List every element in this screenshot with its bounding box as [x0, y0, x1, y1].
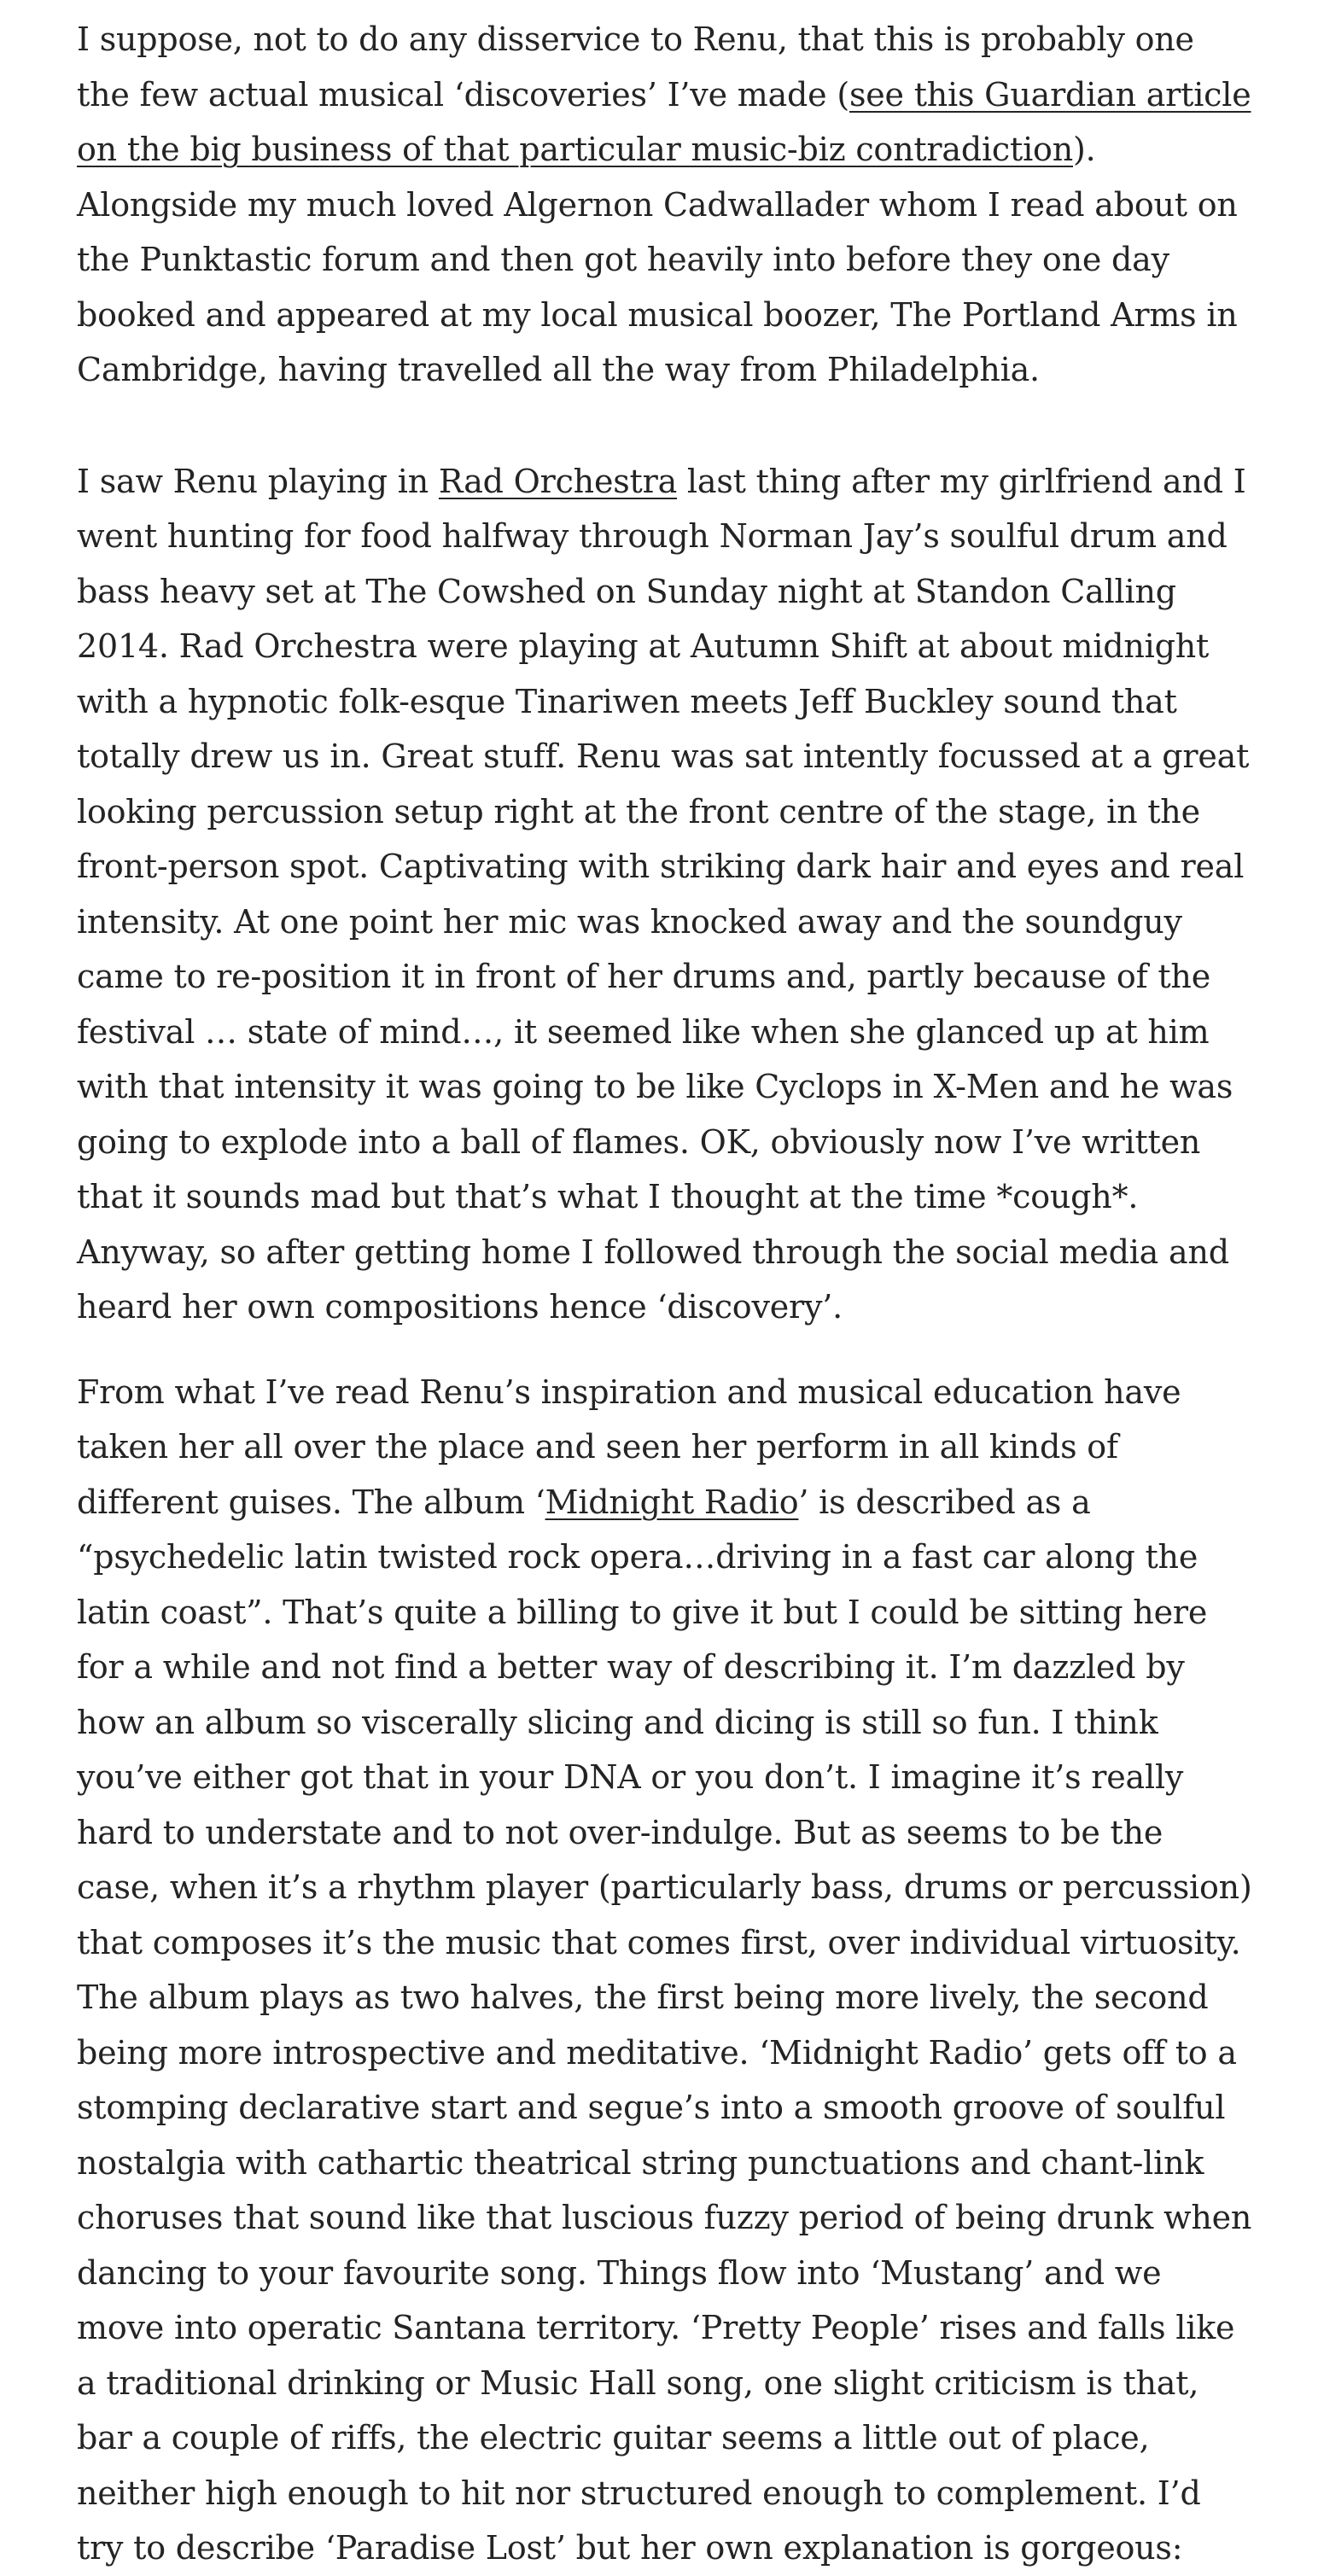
paragraph-text: ). Alongside my much loved Algernon Cadwallader whom I read about on the Punktastic forum and then got heavily into before they one day booked and appeared at my local musical boozer, The Portland Arms in Cambridge, having travelled all the way from Philadelphia. [77, 131, 1238, 388]
article-body [77, 12, 1255, 2576]
paragraph-text: From what I’ve read Renu’s inspiration and musical education have taken her all over the place and seen her perform in all kinds of different guises. The album ‘ [77, 1373, 1181, 1521]
guardian-article-link[interactable]: see this Guardian article on the big business of that particular music-biz contradiction [77, 75, 1251, 168]
rad-orchestra-link[interactable]: Rad Orchestra [438, 462, 678, 500]
paragraph-text: ’ is described as a “psychedelic latin twisted rock opera…driving in a fast car along the latin coast”. That’s quite a billing to give it but I could be sitting here for a while and not find a better way of describing it. I’m dazzled by how an album so viscerally slicing and dicing is still so fun. I think you’ve either got that in your DNA or you don’t. I imagine it’s really hard to understate and to not over-indulge. But as seems to be the case, when it’s a rhythm player (particularly bass, drums or percussion) that composes it’s the music that comes first, over individual virtuosity. The album plays as two halves, the first being more lively, the second being more introspective and meditative. ‘Midnight Radio’ gets off to a stomping declarative start and segue’s into a smooth groove of soulful nostalgia with cathartic theatrical string punctuations and chant-link choruses that sound like that luscious fuzzy period of being drunk when dancing to your favourite song. Things flow into ‘Mustang’ and we move into operatic Santana territory. ‘Pretty People’ rises and falls like a traditional drinking or Music Hall song, one slight criticism is that, bar a couple of riffs, the electric guitar seems a little out of place, neither high enough to hit nor structured enough to complement. I’d try to describe ‘Paradise Lost’ but her own explanation is gorgeous: [77, 1483, 1252, 2567]
paragraph-discoveries [77, 12, 1255, 398]
paragraph-midnight-radio [77, 1365, 1255, 2576]
paragraph-text: I saw Renu playing in [77, 462, 439, 500]
paragraph-standon-calling [77, 454, 1255, 1335]
midnight-radio-link[interactable]: Midnight Radio [545, 1483, 799, 1521]
paragraph-text: I suppose, not to do any disservice to Renu, that this is probably one the few actual musical ‘discoveries’ I’ve made ( [77, 20, 1194, 114]
paragraph-text: last thing after my girlfriend and I went hunting for food halfway through Norman Jay’s soulful drum and bass heavy set at The Cowshed on Sunday night at Standon Calling 2014. Rad Orchestra were playing at Autumn Shift at about midnight with a hypnotic folk-esque Tinariwen meets Jeff Buckley sound that totally drew us in. Great stuff. Renu was sat intently focussed at a great looking percussion setup right at the front centre of the stage, in the front-person spot. Captivating with striking dark hair and eyes and real intensity. At one point her mic was knocked away and the soundguy came to re-position it in front of her drums and, partly because of the festival … state of mind…, it seemed like when she glanced up at him with that intensity it was going to be like Cyclops in X-Men and he was going to explode into a ball of flames. OK, obviously now I’ve written that it sounds mad but that’s what I thought at the time *cough*. Anyway, so after getting home I followed through the social media and heard her own compositions hence ‘discovery’. [77, 462, 1250, 1326]
